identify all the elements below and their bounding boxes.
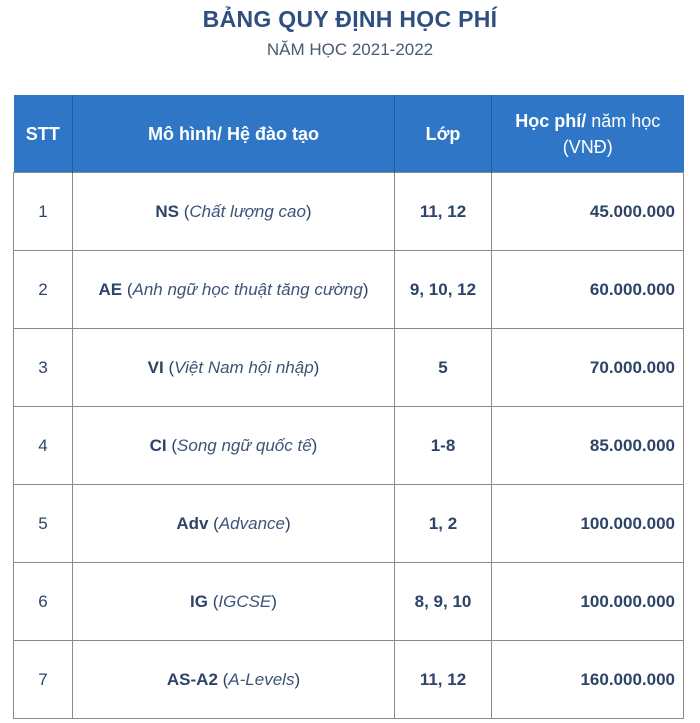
model-code: NS — [155, 201, 180, 221]
model-description: A-Levels — [228, 669, 295, 689]
table-row — [14, 485, 684, 563]
cell-stt: 5 — [14, 485, 73, 563]
paren-open: ( — [179, 201, 190, 221]
cell-fee: 85.000.000 — [492, 407, 684, 485]
school-year-subtitle: NĂM HỌC 2021-2022 — [266, 40, 434, 59]
paren-close: ) — [311, 435, 318, 455]
table-row — [14, 407, 684, 485]
cell-fee: 60.000.000 — [492, 251, 684, 329]
header-model: Mô hình/ Hệ đào tạo — [73, 95, 395, 173]
cell-grade: 1-8 — [395, 407, 492, 485]
model-code: AE — [98, 279, 123, 299]
model-code: CI — [149, 435, 167, 455]
header-stt: STT — [14, 95, 73, 173]
paren-close: ) — [362, 279, 369, 299]
table-row — [14, 173, 684, 251]
cell-fee: 70.000.000 — [492, 329, 684, 407]
table-row — [14, 563, 684, 641]
tuition-fee-table — [13, 95, 684, 719]
cell-fee: 100.000.000 — [492, 485, 684, 563]
model-description: Advance — [218, 513, 285, 533]
cell-stt: 6 — [14, 563, 73, 641]
cell-model — [73, 407, 395, 485]
cell-grade: 11, 12 — [395, 173, 492, 251]
model-description: Việt Nam hội nhập — [174, 357, 314, 377]
paren-close: ) — [313, 357, 320, 377]
paren-open: ( — [217, 669, 229, 689]
header-fee-unit: (VNĐ) — [562, 136, 613, 157]
model-description: Song ngữ quốc tế — [177, 435, 312, 455]
paren-open: ( — [163, 357, 175, 377]
cell-fee: 45.000.000 — [492, 173, 684, 251]
cell-grade: 9, 10, 12 — [395, 251, 492, 329]
header-fee-per-year: năm học — [586, 110, 661, 131]
cell-stt: 4 — [14, 407, 73, 485]
model-code: AS-A2 — [166, 669, 218, 689]
paren-close: ) — [271, 591, 277, 611]
cell-stt: 2 — [14, 251, 73, 329]
table-row — [14, 329, 684, 407]
paren-close: ) — [294, 669, 301, 689]
header-grade: Lớp — [395, 95, 492, 173]
header-fee — [492, 95, 684, 173]
model-code: VI — [147, 357, 164, 377]
cell-grade: 11, 12 — [395, 641, 492, 719]
paren-open: ( — [122, 279, 133, 299]
model-description: IGCSE — [218, 591, 272, 611]
page-title: BẢNG QUY ĐỊNH HỌC PHÍ — [202, 6, 498, 32]
table-row — [14, 641, 684, 719]
cell-model — [73, 329, 395, 407]
paren-open: ( — [166, 435, 178, 455]
paren-close: ) — [305, 201, 312, 221]
cell-fee: 100.000.000 — [492, 563, 684, 641]
paren-open: ( — [208, 513, 219, 533]
cell-model — [73, 173, 395, 251]
cell-stt: 3 — [14, 329, 73, 407]
cell-grade: 5 — [395, 329, 492, 407]
cell-grade: 8, 9, 10 — [395, 563, 492, 641]
cell-fee: 160.000.000 — [492, 641, 684, 719]
cell-grade: 1, 2 — [395, 485, 492, 563]
model-description: Chất lượng cao — [189, 201, 306, 221]
cell-model — [73, 485, 395, 563]
table-header-row — [14, 95, 684, 173]
cell-stt: 1 — [14, 173, 73, 251]
paren-open: ( — [207, 591, 219, 611]
header-fee-label: Học phí/ — [515, 110, 587, 131]
table-row — [14, 251, 684, 329]
model-description: Anh ngữ học thuật tăng cường — [132, 279, 363, 299]
paren-close: ) — [285, 513, 291, 533]
cell-stt: 7 — [14, 641, 73, 719]
cell-model — [73, 641, 395, 719]
cell-model — [73, 563, 395, 641]
cell-model — [73, 251, 395, 329]
model-code: Adv — [176, 513, 209, 533]
model-code: IG — [190, 591, 208, 611]
